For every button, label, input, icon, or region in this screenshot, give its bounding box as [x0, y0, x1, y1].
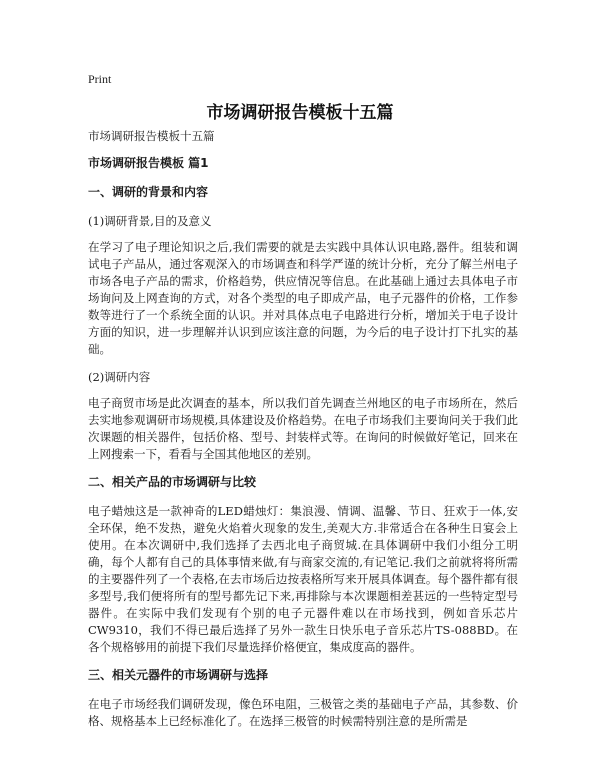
paragraph-background: 在学习了电子理论知识之后,我们需要的就是去实践中具体认识电路,器件。组装和调试电子产品从，通过客观深入的市场调查和科学严谨的统计分析，充分了解兰州电子市场各电子产品的需求，价格趋势，供应情况等信息。在此基础上通过去具体电子市场询问及上网查询的方式，对各个类型的电子即成产品，电子元器件的价格，工作参数等进行了一个系统全面的认识。并对具体点电子电路进行分析，增加关于电子设计方面的知识，进一步理解并认识到应该注意的问题，为今后的电子设计打下扎实的基础。	[88, 240, 518, 356]
paragraph-components: 在电子市场经我们调研发现，像色环电阻，三极管之类的基础电子产品，其参数、价格、规格基本上已经标准化了。在选择三极管的时候需特别注意的是所需是	[88, 697, 518, 728]
paragraph-content: 电子商贸市场是此次调查的基本，所以我们首先调查兰州地区的电子市场所在，然后去实地参观调研市场规模,具体建设及价格趋势。在电子市场我们主要询问关于我们此次课题的相关器件，包括价格、型号、封装样式等。在询问的时候做好笔记，回来在上网搜索一下，看看与全国其他地区的差别。	[88, 396, 518, 461]
heading-components: 三、相关元器件的市场调研与选择	[88, 668, 269, 682]
document-subtitle: 市场调研报告模板十五篇	[88, 129, 215, 143]
page-title: 市场调研报告模板十五篇	[206, 103, 394, 123]
heading-products: 二、相关产品的市场调研与比较	[88, 475, 257, 489]
section-title: 市场调研报告模板 篇1	[88, 156, 209, 170]
heading-background: 一、调研的背景和内容	[88, 185, 209, 199]
document-body	[88, 128, 518, 741]
paragraph-products: 电子蜡烛这是一款神奇的LED蜡烛灯：集浪漫、情调、温馨、节日、狂欢于一体,安全环保，绝不发热，避免火焰着火现象的发生,美观大方.非常适合在各种生日宴会上使用。在本次调研中,我们选择了去西北电子商贸城.在具体调研中我们小组分工明确，每个人都有自己的具体事情来做,有与商家交流的,有记笔记.我们之前就将将所需的主要器件列了一个表格,在去市场后边按表格所写来开展具体调查。每个器件都有很多型号,我们便将所有的型号都先记下来,再排除与本次课题相差甚远的一些特定型号器件。在实际中我们发现有个别的电子元器件难以在市场找到，例如音乐芯片CW9310，我们不得已最后选择了另外一款生日快乐电子音乐芯片TS-088BD。在各个规格够用的前提下我们尽量选择价格便宜，集成度高的器件。	[88, 504, 518, 654]
item-content: (2)调研内容	[88, 370, 151, 384]
print-link[interactable]: Print	[88, 72, 112, 86]
item-background: (1)调研背景,目的及意义	[88, 214, 212, 228]
